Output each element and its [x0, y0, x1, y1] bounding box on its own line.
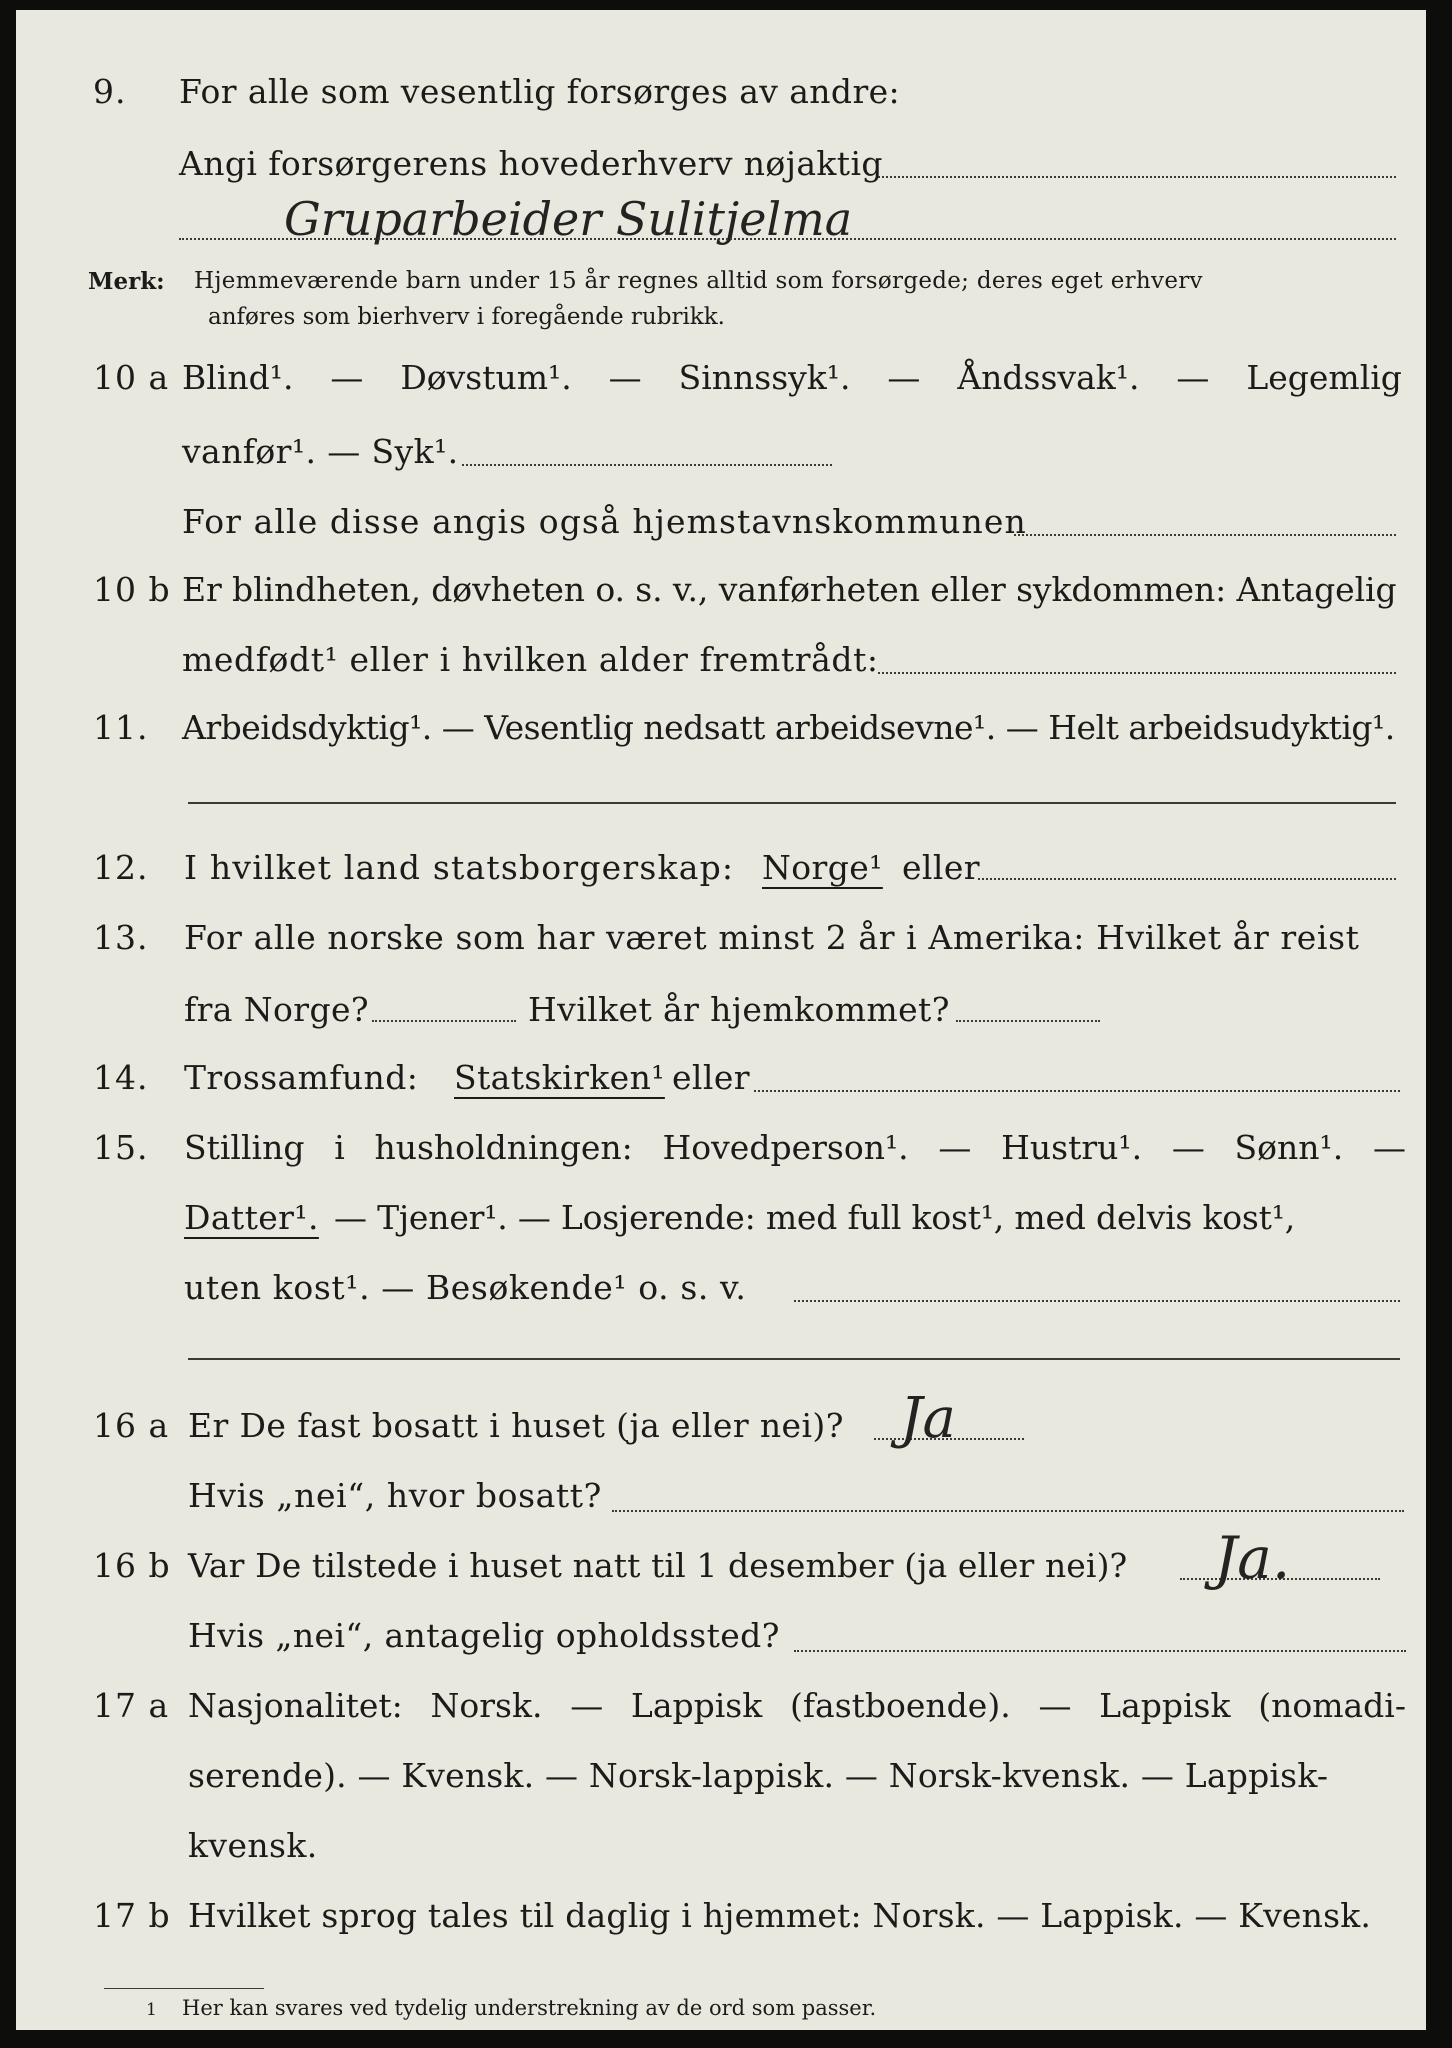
q10a-hometown-label: For alle disse angis også hjemstavnskommunen	[182, 502, 1027, 541]
q13-hjemkommet-line[interactable]	[956, 1020, 1100, 1022]
q10b-line-1: Er blindheten, døvheten o. s. v., vanførheten eller sykdommen: Antagelig	[182, 570, 1397, 609]
dash: —	[1171, 1128, 1205, 1167]
dash: —	[887, 358, 921, 397]
merk-line-2: anføres som bierhverv i foregående rubrikk.	[208, 304, 725, 330]
option-legemlig[interactable]: Legemlig	[1246, 358, 1402, 397]
q14-number: 14.	[93, 1058, 149, 1097]
q13-line-1: For alle norske som har været minst 2 år i Amerika: Hvilket år reist	[184, 918, 1360, 957]
q16b-row-2	[16, 1612, 1426, 1660]
footnote-mark: 1	[146, 2000, 157, 2020]
q13-hjemkommet-label: Hvilket år hjemkommet?	[528, 990, 950, 1029]
q12-marked-norge[interactable]: Norge¹	[762, 848, 883, 887]
merk-label: Merk:	[88, 268, 165, 295]
q16a-number: 16 a	[93, 1406, 170, 1445]
option-dovstum[interactable]: Døvstum¹.	[400, 358, 572, 397]
q13-number: 13.	[93, 918, 149, 957]
q15-answer-line-2[interactable]	[188, 1358, 1400, 1360]
q11-row	[16, 704, 1426, 752]
option-norsk[interactable]: Norsk.	[430, 1686, 543, 1725]
census-form-page	[16, 10, 1426, 2030]
q13-reist-label: fra Norge?	[184, 990, 370, 1029]
q15-word: husholdningen:	[374, 1128, 633, 1167]
merk-note	[16, 262, 1426, 330]
q14-marked-statskirken[interactable]: Statskirken¹	[454, 1058, 665, 1097]
q15-word: Stilling	[184, 1128, 305, 1167]
dash: —	[1176, 358, 1210, 397]
q12-eller: eller	[902, 848, 980, 887]
q17a-options-1	[188, 1686, 1406, 1725]
q9-answer-line-2[interactable]	[179, 238, 1396, 240]
footnote-rule	[104, 1988, 264, 1989]
q12-row	[16, 844, 1426, 892]
q14-eller: eller	[672, 1058, 750, 1097]
q10a-row	[16, 354, 1426, 402]
q9-question: For alle som vesentlig forsørges av andre:	[179, 72, 901, 111]
q9-answer-line[interactable]	[878, 176, 1396, 178]
option-hustru[interactable]: Hustru¹.	[1001, 1128, 1143, 1167]
q10a-options	[182, 358, 1402, 397]
q14-label: Trossamfund:	[184, 1058, 419, 1097]
q14-answer-line[interactable]	[754, 1090, 1400, 1092]
q15-row-2	[16, 1194, 1426, 1242]
option-lappisk-nomadiserende[interactable]: Lappisk	[1099, 1686, 1231, 1725]
option-andssvak[interactable]: Åndssvak¹.	[957, 358, 1140, 397]
q15-number: 15.	[93, 1128, 149, 1167]
q10a-row-2	[16, 428, 1426, 476]
q12-number: 12.	[93, 848, 149, 887]
dash: —	[570, 1686, 604, 1725]
q10b-line-2: medfødt¹ eller i hvilken alder fremtrådt:	[182, 640, 879, 679]
option-lappisk-fastboende[interactable]: Lappisk	[630, 1686, 763, 1725]
footnote-text: Her kan svares ved tydelig understrekning av de ord som passer.	[182, 1996, 877, 2020]
q9-number: 9.	[93, 72, 127, 111]
q16a-handwritten-answer: Ja	[900, 1386, 956, 1451]
option-blind[interactable]: Blind¹.	[182, 358, 294, 397]
q11-number: 11.	[93, 708, 149, 747]
q17a-label: Nasjonalitet:	[188, 1686, 403, 1725]
option-lappisk-fastboende-2[interactable]: (fastboende).	[789, 1686, 1011, 1725]
q15-word: i	[334, 1128, 345, 1167]
option-hovedperson[interactable]: Hovedperson¹.	[662, 1128, 909, 1167]
q17a-row-3	[16, 1822, 1426, 1870]
q9-row-2	[16, 140, 1426, 188]
q10b-row	[16, 566, 1426, 614]
q15-answer-line[interactable]	[794, 1300, 1400, 1302]
q17a-row-2	[16, 1752, 1426, 1800]
q17a-row	[16, 1682, 1426, 1730]
q11-answer-line[interactable]	[188, 802, 1396, 804]
q14-row	[16, 1054, 1426, 1102]
q16a-row	[16, 1386, 1426, 1451]
q16b-line-2: Hvis „nei“, antagelig opholdssted?	[188, 1616, 780, 1655]
dash: —	[330, 358, 364, 397]
q10b-row-2	[16, 636, 1426, 684]
q16a-question: Er De fast bosatt i huset (ja eller nei)?	[188, 1406, 844, 1445]
q16b-question: Var De tilstede i huset natt til 1 desember (ja eller nei)?	[188, 1546, 1128, 1585]
merk-line-1: Hjemmeværende barn under 15 år regnes alltid som forsørgede; deres eget erhverv	[194, 268, 1203, 294]
q10b-number: 10 b	[93, 570, 171, 609]
q17a-number: 17 a	[93, 1686, 170, 1725]
q10b-answer-line[interactable]	[878, 672, 1396, 674]
dash: —	[1038, 1686, 1072, 1725]
option-lappisk-nomadiserende-2[interactable]: (nomadi-	[1258, 1686, 1406, 1725]
dash: —	[938, 1128, 972, 1167]
q9-row	[16, 68, 1426, 116]
q16b-number: 16 b	[93, 1546, 171, 1585]
option-sonn[interactable]: Sønn¹.	[1234, 1128, 1344, 1167]
option-sinnssyk[interactable]: Sinnssyk¹.	[678, 358, 851, 397]
q15-options-1	[184, 1128, 1406, 1167]
q17b-row	[16, 1892, 1426, 1940]
q16a-bosatt-line[interactable]	[612, 1510, 1404, 1512]
q17a-line-2[interactable]: serende). — Kvensk. — Norsk-lappisk. — Norsk-kvensk. — Lappisk-	[188, 1756, 1329, 1795]
dash: —	[608, 358, 642, 397]
q13-reist-line[interactable]	[372, 1020, 516, 1022]
q17b-question[interactable]: Hvilket sprog tales til daglig i hjemmet: Norsk. — Lappisk. — Kvensk.	[188, 1896, 1372, 1935]
q15-row-3	[16, 1264, 1426, 1312]
q12-answer-line[interactable]	[978, 878, 1396, 880]
q9-occupation-label: Angi forsørgerens hovederhverv nøjaktig	[179, 144, 883, 183]
q9-handwritten-answer: Gruparbeider Sulitjelma	[284, 192, 853, 246]
dash: —	[1372, 1128, 1406, 1167]
q16a-line-2: Hvis „nei“, hvor bosatt?	[188, 1476, 602, 1515]
q13-row	[16, 914, 1426, 962]
q16b-opholdssted-line[interactable]	[794, 1650, 1406, 1652]
q15-line-2-rest[interactable]: — Tjener¹. — Losjerende: med full kost¹, med delvis kost¹,	[334, 1198, 1296, 1237]
q15-marked-datter[interactable]: Datter¹.	[184, 1198, 319, 1237]
q10a-line-2: vanfør¹. — Syk¹.	[182, 432, 459, 471]
q9-row-3	[16, 192, 1426, 248]
q12-question: I hvilket land statsborgerskap:	[184, 848, 735, 887]
q17a-line-3[interactable]: kvensk.	[188, 1826, 318, 1865]
q10a-row-3	[16, 498, 1426, 546]
q15-line-3[interactable]: uten kost¹. — Besøkende¹ o. s. v.	[184, 1268, 747, 1307]
q16b-row	[16, 1524, 1426, 1592]
q10a-hometown-line[interactable]	[1014, 534, 1396, 536]
q13-row-2	[16, 986, 1426, 1034]
q10a-answer-line[interactable]	[462, 464, 832, 466]
q16b-handwritten-answer: Ja.	[1214, 1524, 1291, 1592]
q17b-number: 17 b	[93, 1896, 171, 1935]
q15-row	[16, 1124, 1426, 1172]
q16a-row-2	[16, 1472, 1426, 1520]
q10a-number: 10 a	[93, 358, 170, 397]
q11-options[interactable]: Arbeidsdyktig¹. — Vesentlig nedsatt arbeidsevne¹. — Helt arbeidsudyktig¹.	[182, 708, 1395, 747]
